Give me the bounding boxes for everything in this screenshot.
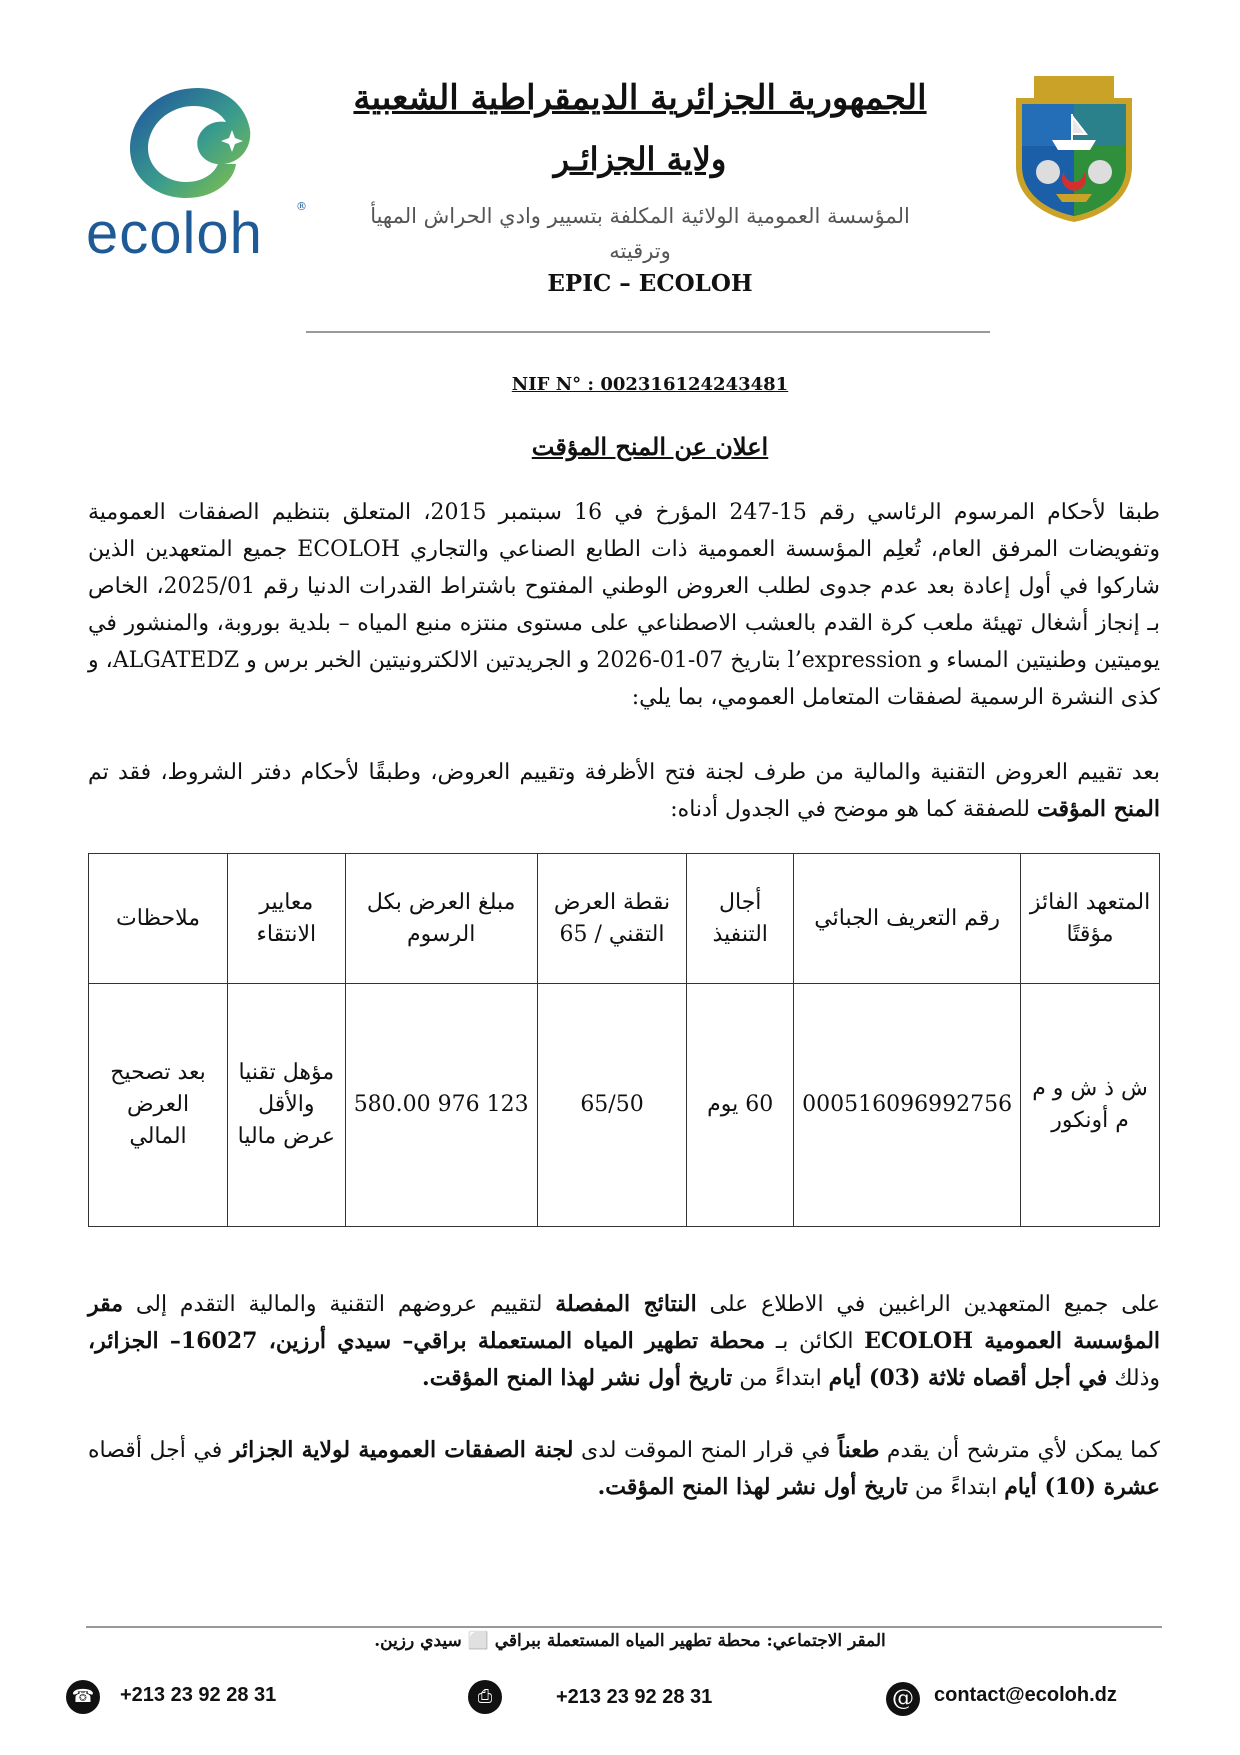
footer-divider bbox=[86, 1626, 1162, 1628]
col-header-notes: ملاحظات bbox=[89, 854, 228, 984]
wilaya-crest bbox=[1012, 76, 1136, 224]
cell-notes: بعد تصحيح العرض المالي bbox=[89, 984, 228, 1227]
institution-line-1: المؤسسة العمومية الولائية المكلفة بتسيير وادي الحراش المهيأ bbox=[370, 204, 910, 228]
crest-emblem-icon bbox=[1012, 76, 1136, 224]
footer-fax: +213 23 92 28 31 bbox=[556, 1686, 713, 1708]
footer-address: المقر الاجتماعي: محطة تطهير المياه المستعملة ببراقي ⬜ سيدي رزين. bbox=[374, 1631, 886, 1651]
appeal-text-1: كما يمكن لأي مترشح أن يقدم bbox=[879, 1438, 1160, 1463]
award-table bbox=[88, 853, 1160, 1227]
col-header-tax-id: رقم التعريف الجبائي bbox=[794, 854, 1021, 984]
results-bold-1: النتائج المفصلة bbox=[555, 1291, 697, 1317]
cell-bidder: ش ذ ش و م م أونكور bbox=[1021, 984, 1160, 1227]
cell-amount: 123 976 580.00 bbox=[345, 984, 537, 1227]
cell-tech-score: 65/50 bbox=[537, 984, 687, 1227]
announcement-title: اعلان عن المنح المؤقت bbox=[531, 432, 769, 461]
header-divider bbox=[306, 331, 990, 333]
results-bold-5: تاريخ أول نشر لهذا المنح المؤقت. bbox=[422, 1365, 733, 1391]
results-text-5: ابتداءً من bbox=[732, 1366, 829, 1391]
col-header-duration: أجال التنفيذ bbox=[687, 854, 794, 984]
institution-name bbox=[330, 196, 950, 266]
cell-duration: 60 يوم bbox=[687, 984, 794, 1227]
institution-line-2: وترقيته bbox=[609, 239, 671, 263]
registered-mark: ® bbox=[296, 200, 307, 213]
col-header-criteria: معايير الانتقاء bbox=[228, 854, 346, 984]
results-paragraph bbox=[88, 1286, 1160, 1397]
results-text-1: على جميع المتعهدين الراغبين في الاطلاع على bbox=[696, 1292, 1160, 1317]
footer-email[interactable]: contact@ecoloh.dz bbox=[934, 1684, 1117, 1706]
results-text-2: لتقييم عروضهم التقنية والمالية التقدم إلى bbox=[123, 1292, 556, 1317]
table-row bbox=[89, 984, 1160, 1227]
results-text-4: وذلك bbox=[1107, 1366, 1160, 1391]
evaluation-text-1: بعد تقييم العروض التقنية والمالية من طرف لجنة فتح الأظرفة وتقييم العروض، وطبقًا لأحكام دفتر الشروط، فقد تم bbox=[88, 760, 1160, 785]
republic-title: الجمهورية الجزائرية الديمقراطية الشعبية bbox=[353, 78, 927, 118]
appeal-bold-4: تاريخ أول نشر لهذا المنح المؤقت. bbox=[597, 1474, 908, 1500]
evaluation-text-bold: المنح المؤقت bbox=[1036, 796, 1160, 822]
evaluation-text-2: للصفقة كما هو موضح في الجدول أدناه: bbox=[670, 797, 1037, 822]
nif-number: NIF N° : 002316124243481 bbox=[511, 374, 789, 395]
appeal-text-2: في قرار المنح الموقت لدى bbox=[573, 1438, 838, 1463]
appeal-bold-3: عشرة (10) أيام bbox=[1004, 1474, 1160, 1500]
col-header-bidder: المتعهد الفائز مؤقتًا bbox=[1021, 854, 1160, 984]
evaluation-paragraph bbox=[88, 754, 1160, 828]
table-header-row bbox=[89, 854, 1160, 984]
appeal-bold-1: طعناً bbox=[837, 1437, 880, 1463]
phone-icon: ☎ bbox=[66, 1680, 100, 1714]
intro-paragraph: طبقا لأحكام المرسوم الرئاسي رقم 15-247 المؤرخ في 16 سبتمبر 2015، المتعلق بتنظيم الصفقات العمومية وتفويضات المرفق العام، تُعلِم المؤسسة العمومية ذات الطابع الصناعي والتجاري ECOLOH جميع المتعهدين الذين شاركوا في أول إعادة بعد عدم جدوى لطلب العروض الوطني المفتوح باشتراط القدرات الدنيا رقم 2025/01، الخاص بـ إنجاز أشغال تهيئة ملعب كرة القدم بالعشب الاصطناعي على مستوى منتزه منبع المياه – بلدية بوروبة، والمنشور في يوميتين وطنيتين المساء و l’expression بتاريخ 07-01-2026 و الجريدتين الالكترونيتين الخبر برس و ALGATEDZ، و كذى النشرة الرسمية لصفقات المتعامل العمومي، بما يلي: bbox=[88, 500, 1160, 710]
cell-tax-id: 000516096992756 bbox=[794, 984, 1021, 1227]
ecoloh-logo-mark-icon bbox=[86, 78, 308, 208]
logo-wordmark: ecoloh bbox=[86, 201, 263, 266]
cell-criteria: مؤهل تقنيا والأقل عرض ماليا bbox=[228, 984, 346, 1227]
appeal-bold-2: لجنة الصفقات العمومية لولاية الجزائر bbox=[229, 1437, 574, 1463]
appeal-text-3: في أجل أقصاه bbox=[88, 1438, 230, 1463]
col-header-tech-score: نقطة العرض التقني / 65 bbox=[537, 854, 687, 984]
results-text-3: الكائن بـ bbox=[765, 1329, 865, 1354]
col-header-amount: مبلغ العرض بكل الرسوم bbox=[345, 854, 537, 984]
results-bold-3: محطة تطهير المياه المستعملة براقي– سيدي أرزين، 16027– الجزائر، bbox=[88, 1328, 766, 1354]
fax-icon: ⎙ bbox=[468, 1680, 502, 1714]
appeal-text-4: ابتداءً من bbox=[907, 1475, 1005, 1500]
appeal-paragraph bbox=[88, 1432, 1160, 1506]
results-bold-2: مقر المؤسسة العمومية ECOLOH bbox=[88, 1291, 1161, 1354]
results-bold-4: في أجل أقصاه ثلاثة (03) أيام bbox=[828, 1365, 1108, 1391]
footer-phone: +213 23 92 28 31 bbox=[120, 1684, 277, 1706]
at-icon: @ bbox=[886, 1682, 920, 1716]
epic-label: EPIC – ECOLOH bbox=[547, 270, 753, 297]
wilaya-title: ولاية الجزائـر bbox=[553, 140, 727, 178]
